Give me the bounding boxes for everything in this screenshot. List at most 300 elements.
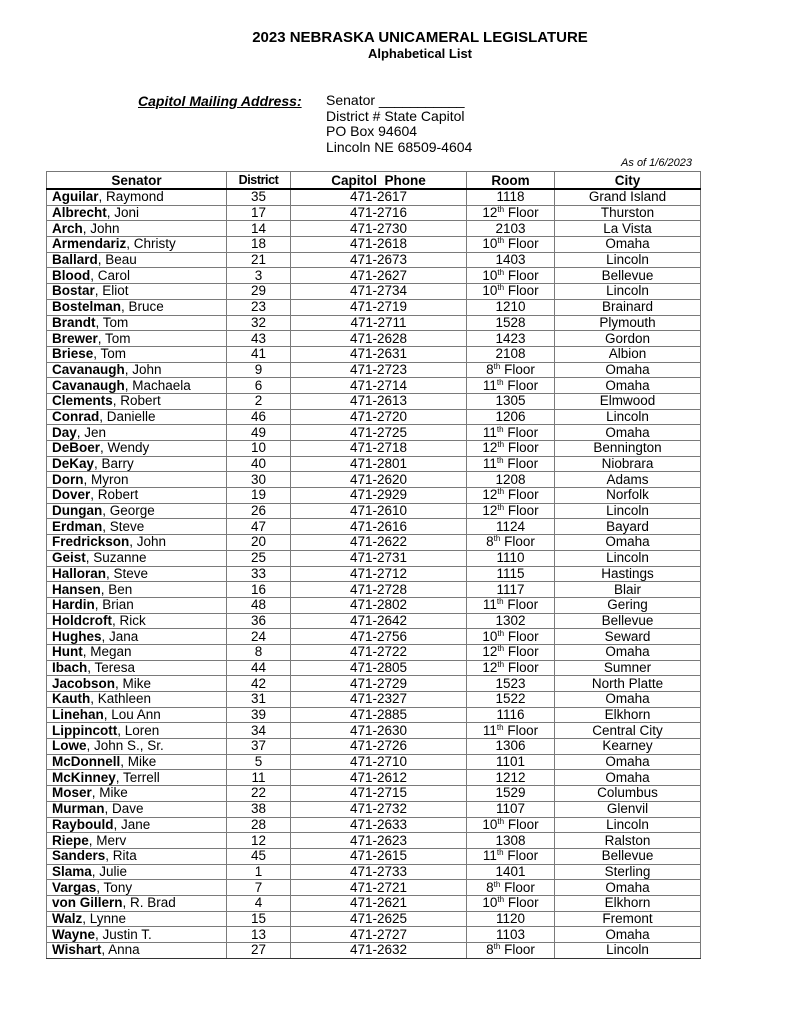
table-row [47, 550, 701, 566]
room [467, 189, 555, 205]
senator-name [47, 707, 227, 723]
district-number: 42 [227, 676, 291, 692]
table-row [47, 299, 701, 315]
city: Central City [555, 723, 701, 739]
table-row [47, 660, 701, 676]
room-number: 1306 [495, 738, 526, 754]
capitol-phone: 471-2615 [291, 848, 467, 864]
room-floor-label: Floor [503, 424, 539, 440]
room [467, 550, 555, 566]
senator-name [47, 456, 227, 472]
senator-last-name: Hardin [52, 597, 95, 613]
senator-last-name: Murman [52, 801, 105, 817]
table-row [47, 456, 701, 472]
senator-last-name: Linehan [52, 707, 104, 723]
room-ordinal-suffix: th [493, 534, 501, 544]
room-number: 10 [482, 817, 498, 832]
capitol-phone: 471-2625 [291, 911, 467, 927]
room [467, 441, 555, 457]
senator-first-name: , Lou Ann [103, 707, 161, 723]
room [467, 299, 555, 315]
room [467, 535, 555, 551]
city: Gordon [555, 331, 701, 347]
capitol-phone: 471-2632 [291, 943, 467, 959]
room [467, 895, 555, 911]
city: Niobrara [555, 456, 701, 472]
district-number: 13 [227, 927, 291, 943]
city: Fremont [555, 911, 701, 927]
senator-name [47, 582, 227, 598]
senator-last-name: Conrad [52, 409, 100, 424]
capitol-phone: 471-2610 [291, 503, 467, 519]
senator-last-name: Dover [52, 487, 91, 503]
senator-first-name: , Tom [93, 346, 127, 362]
senator-name [47, 927, 227, 943]
senator-last-name: Ibach [52, 660, 88, 675]
table-row [47, 707, 701, 723]
district-number: 44 [227, 660, 291, 676]
capitol-phone: 471-2734 [291, 284, 467, 300]
room-ordinal-suffix: th [496, 456, 504, 466]
senator-name [47, 848, 227, 864]
capitol-phone: 471-2623 [291, 833, 467, 849]
senator-first-name: , Terrell [115, 769, 160, 785]
room [467, 284, 555, 300]
table-row [47, 393, 701, 409]
table-row [47, 189, 701, 205]
senator-first-name: , Raymond [98, 189, 164, 205]
table-row [47, 723, 701, 739]
capitol-phone: 471-2621 [291, 895, 467, 911]
capitol-phone: 471-2620 [291, 472, 467, 488]
room-number: 1523 [495, 675, 526, 691]
senator-first-name: , Myron [83, 471, 129, 487]
table-row [47, 597, 701, 613]
capitol-phone: 471-2805 [291, 660, 467, 676]
senator-name [47, 817, 227, 833]
senator-last-name: Wayne [52, 926, 96, 942]
senator-first-name: , Loren [117, 722, 160, 738]
senator-last-name: von Gillern [52, 895, 123, 911]
senator-name [47, 550, 227, 566]
senator-first-name: , Megan [82, 644, 132, 660]
city: Adams [555, 472, 701, 488]
senator-name [47, 786, 227, 802]
room-number: 1528 [495, 315, 526, 330]
room-number: 1423 [495, 330, 526, 346]
capitol-phone: 471-2617 [291, 189, 467, 205]
room-number: 1124 [495, 518, 526, 534]
table-row [47, 346, 701, 362]
district-number: 47 [227, 519, 291, 535]
city: Bayard [555, 519, 701, 535]
senator-last-name: Albrecht [52, 205, 107, 221]
senator-first-name: , Brian [94, 597, 134, 613]
senator-last-name: Day [52, 424, 77, 440]
senator-name [47, 346, 227, 362]
senator-name [47, 880, 227, 896]
room-ordinal-suffix: th [497, 503, 505, 513]
room-number: 11 [482, 456, 497, 472]
senator-name [47, 393, 227, 409]
room [467, 613, 555, 629]
city: Sterling [555, 864, 701, 880]
table-row [47, 676, 701, 692]
district-number: 26 [227, 503, 291, 519]
capitol-phone: 471-2714 [291, 378, 467, 394]
city: Omaha [555, 754, 701, 770]
table-body [47, 189, 701, 958]
senator-first-name: , Mike [91, 785, 128, 801]
senator-first-name: , Jen [76, 424, 107, 440]
senator-name [47, 911, 227, 927]
district-number: 22 [227, 786, 291, 802]
senator-name [47, 692, 227, 708]
room-floor-label: Floor [504, 236, 539, 252]
table-row [47, 770, 701, 786]
capitol-phone: 471-2327 [291, 692, 467, 708]
district-number: 45 [227, 848, 291, 864]
senator-last-name: Geist [52, 550, 86, 566]
senator-first-name: , Danielle [99, 409, 156, 424]
district-number: 9 [227, 362, 291, 378]
room-number: 12 [482, 440, 498, 456]
senator-name [47, 252, 227, 268]
city: Thurston [555, 205, 701, 221]
city: La Vista [555, 221, 701, 237]
senator-first-name: , Mike [120, 754, 157, 770]
room-ordinal-suffix: th [497, 283, 505, 293]
table-row [47, 284, 701, 300]
room-floor-label: Floor [500, 942, 535, 958]
district-number: 33 [227, 566, 291, 582]
district-number: 17 [227, 205, 291, 221]
room [467, 801, 555, 817]
room-number: 10 [482, 283, 498, 299]
district-number: 24 [227, 629, 291, 645]
city: Albion [555, 346, 701, 362]
capitol-phone: 471-2613 [291, 393, 467, 409]
senator-last-name: Sanders [52, 848, 106, 864]
capitol-phone: 471-2885 [291, 707, 467, 723]
city: Lincoln [555, 409, 701, 425]
room [467, 362, 555, 378]
senator-name [47, 895, 227, 911]
district-number: 41 [227, 346, 291, 362]
senator-last-name: Dungan [52, 503, 103, 519]
table-row [47, 441, 701, 457]
senator-first-name: , Joni [106, 205, 140, 221]
mailing-address-label: Capitol Mailing Address: [138, 93, 302, 109]
room-number: 12 [482, 660, 498, 675]
table-row [47, 927, 701, 943]
senator-first-name: , George [102, 503, 155, 519]
senator-first-name: , Barry [94, 456, 134, 472]
room-floor-label: Floor [504, 487, 539, 503]
senator-first-name: , Julie [91, 864, 128, 879]
room-number: 11 [482, 377, 497, 393]
room [467, 660, 555, 676]
room [467, 723, 555, 739]
room [467, 943, 555, 959]
senator-last-name: Aguilar [52, 189, 99, 205]
senator-last-name: Blood [52, 267, 91, 283]
senator-name [47, 864, 227, 880]
room-floor-label: Floor [503, 377, 539, 393]
city: Omaha [555, 770, 701, 786]
room-number: 1116 [496, 707, 525, 723]
senator-last-name: Armendariz [52, 236, 127, 252]
senator-name [47, 801, 227, 817]
senator-last-name: Raybould [52, 817, 114, 832]
room [467, 409, 555, 425]
room [467, 237, 555, 253]
senator-first-name: , Tom [95, 315, 129, 330]
room-number: 1210 [495, 299, 526, 315]
room-floor-label: Floor [504, 644, 539, 660]
senator-last-name: Bostar [52, 283, 95, 299]
table-row [47, 519, 701, 535]
city: Hastings [555, 566, 701, 582]
room [467, 911, 555, 927]
table-row [47, 943, 701, 959]
senator-first-name: , Steve [106, 566, 149, 581]
room [467, 707, 555, 723]
room-number: 10 [482, 895, 498, 911]
senator-last-name: Hunt [52, 644, 83, 660]
senator-last-name: McKinney [52, 769, 116, 785]
room-number: 1302 [495, 613, 526, 628]
room-number: 1107 [495, 801, 526, 817]
senator-first-name: , Lynne [82, 911, 127, 926]
senator-name [47, 205, 227, 221]
capitol-phone: 471-2731 [291, 550, 467, 566]
room [467, 566, 555, 582]
district-number: 11 [227, 770, 291, 786]
capitol-phone: 471-2716 [291, 205, 467, 221]
mailing-line: District # State Capitol [326, 107, 465, 124]
city: Omaha [555, 692, 701, 708]
capitol-phone: 471-2633 [291, 817, 467, 833]
senator-first-name: , Jana [101, 628, 139, 644]
room-number: 1529 [495, 785, 526, 801]
room-ordinal-suffix: th [497, 628, 505, 638]
capitol-phone: 471-2630 [291, 723, 467, 739]
district-number: 28 [227, 817, 291, 833]
district-number: 27 [227, 943, 291, 959]
city: Omaha [555, 237, 701, 253]
city: Bellevue [555, 848, 701, 864]
city: Brainard [555, 299, 701, 315]
senator-name [47, 943, 227, 959]
senator-first-name: , Dave [104, 801, 144, 817]
senator-first-name: , Mike [115, 675, 152, 691]
senator-last-name: Riepe [52, 832, 89, 848]
senator-name [47, 644, 227, 660]
senator-last-name: Briese [52, 346, 94, 362]
district-number: 31 [227, 692, 291, 708]
senator-name [47, 268, 227, 284]
capitol-phone: 471-2722 [291, 644, 467, 660]
table-row [47, 786, 701, 802]
senator-first-name: , Merv [88, 832, 127, 848]
table-row [47, 629, 701, 645]
city: Grand Island [555, 189, 701, 205]
district-number: 7 [227, 880, 291, 896]
district-number: 15 [227, 911, 291, 927]
table-row [47, 582, 701, 598]
district-number: 2 [227, 393, 291, 409]
district-number: 1 [227, 864, 291, 880]
room-number: 8 [486, 534, 494, 550]
mailing-line: Lincoln NE 68509-4604 [326, 138, 473, 155]
senator-first-name: , Machaela [124, 377, 191, 393]
district-number: 30 [227, 472, 291, 488]
table-row [47, 535, 701, 551]
senator-last-name: Erdman [52, 518, 103, 534]
senator-first-name: , Teresa [87, 660, 136, 675]
table-row [47, 911, 701, 927]
senator-last-name: DeBoer [52, 440, 101, 456]
senator-first-name: , Eliot [94, 283, 129, 299]
capitol-phone: 471-2802 [291, 597, 467, 613]
city: Elkhorn [555, 895, 701, 911]
room [467, 252, 555, 268]
room-number: 11 [482, 424, 497, 440]
senator-last-name: Walz [52, 911, 83, 926]
room [467, 597, 555, 613]
city: Lincoln [555, 817, 701, 833]
table-row [47, 425, 701, 441]
senator-name [47, 237, 227, 253]
city: Elmwood [555, 393, 701, 409]
room [467, 629, 555, 645]
senator-last-name: Wishart [52, 942, 102, 958]
capitol-phone: 471-2612 [291, 770, 467, 786]
room [467, 754, 555, 770]
senator-name [47, 833, 227, 849]
senator-name [47, 597, 227, 613]
senator-last-name: Hansen [52, 581, 101, 597]
capitol-phone: 471-2801 [291, 456, 467, 472]
city: Glenvil [555, 801, 701, 817]
senator-name [47, 472, 227, 488]
room [467, 268, 555, 284]
district-number: 3 [227, 268, 291, 284]
table-row [47, 801, 701, 817]
column-header-room: Room [467, 172, 555, 190]
room [467, 786, 555, 802]
district-number: 10 [227, 441, 291, 457]
senator-name [47, 770, 227, 786]
senator-last-name: DeKay [52, 456, 95, 472]
table-row [47, 252, 701, 268]
city: Bennington [555, 441, 701, 457]
senator-first-name: , Anna [101, 942, 140, 958]
capitol-phone: 471-2673 [291, 252, 467, 268]
senator-first-name: , Justin T. [95, 926, 152, 942]
capitol-phone: 471-2728 [291, 582, 467, 598]
district-number: 12 [227, 833, 291, 849]
document-subtitle: Alphabetical List [367, 46, 473, 61]
room-ordinal-suffix: th [497, 487, 505, 497]
table-row [47, 503, 701, 519]
capitol-phone: 471-2723 [291, 362, 467, 378]
table-row [47, 362, 701, 378]
table-row [47, 221, 701, 237]
senator-first-name: , Tom [97, 330, 131, 346]
capitol-phone: 471-2720 [291, 409, 467, 425]
senator-name [47, 441, 227, 457]
senator-name [47, 676, 227, 692]
room-number: 1522 [495, 691, 526, 707]
room [467, 456, 555, 472]
room [467, 346, 555, 362]
city: Sumner [555, 660, 701, 676]
senator-first-name: , Carol [90, 267, 131, 283]
senator-last-name: Bostelman [52, 299, 122, 315]
table-row [47, 331, 701, 347]
room-ordinal-suffix: th [497, 660, 505, 669]
senator-last-name: Brandt [52, 315, 96, 330]
city: North Platte [555, 676, 701, 692]
room [467, 519, 555, 535]
room-number: 2108 [495, 346, 526, 362]
room-ordinal-suffix: th [497, 895, 505, 905]
district-number: 32 [227, 315, 291, 331]
capitol-phone: 471-2711 [291, 315, 467, 331]
senator-last-name: Lippincott [52, 722, 118, 738]
senator-last-name: Clements [52, 393, 113, 409]
city: Lincoln [555, 252, 701, 268]
senator-first-name: , John [124, 362, 162, 377]
table-row [47, 237, 701, 253]
city: Omaha [555, 880, 701, 896]
room-floor-label: Floor [504, 660, 539, 675]
room-ordinal-suffix: th [493, 879, 501, 889]
table-row [47, 566, 701, 582]
room-ordinal-suffix: th [493, 362, 501, 371]
district-number: 14 [227, 221, 291, 237]
room-floor-label: Floor [503, 848, 539, 864]
district-number: 40 [227, 456, 291, 472]
senator-last-name: Dorn [52, 471, 84, 487]
district-number: 39 [227, 707, 291, 723]
senator-first-name: , John [82, 220, 120, 236]
as-of-date: As of 1/6/2023 [621, 157, 692, 169]
room-ordinal-suffix: th [497, 205, 505, 215]
senator-first-name: , Jane [113, 817, 151, 832]
room-number: 1208 [495, 471, 526, 487]
district-number: 6 [227, 378, 291, 394]
city: Gering [555, 597, 701, 613]
city: Omaha [555, 535, 701, 551]
room-floor-label: Floor [504, 817, 539, 832]
room-number: 1115 [496, 566, 525, 581]
city: Omaha [555, 644, 701, 660]
senator-first-name: , Suzanne [85, 550, 147, 566]
capitol-phone: 471-2726 [291, 739, 467, 755]
table-row [47, 488, 701, 504]
room-number: 1120 [495, 911, 526, 926]
room-number: 8 [486, 879, 494, 895]
room-number: 12 [482, 644, 498, 660]
room-floor-label: Floor [504, 283, 539, 299]
senator-last-name: Hughes [52, 628, 102, 644]
senator-first-name: , John [129, 534, 167, 550]
senator-name [47, 362, 227, 378]
capitol-phone: 471-2725 [291, 425, 467, 441]
